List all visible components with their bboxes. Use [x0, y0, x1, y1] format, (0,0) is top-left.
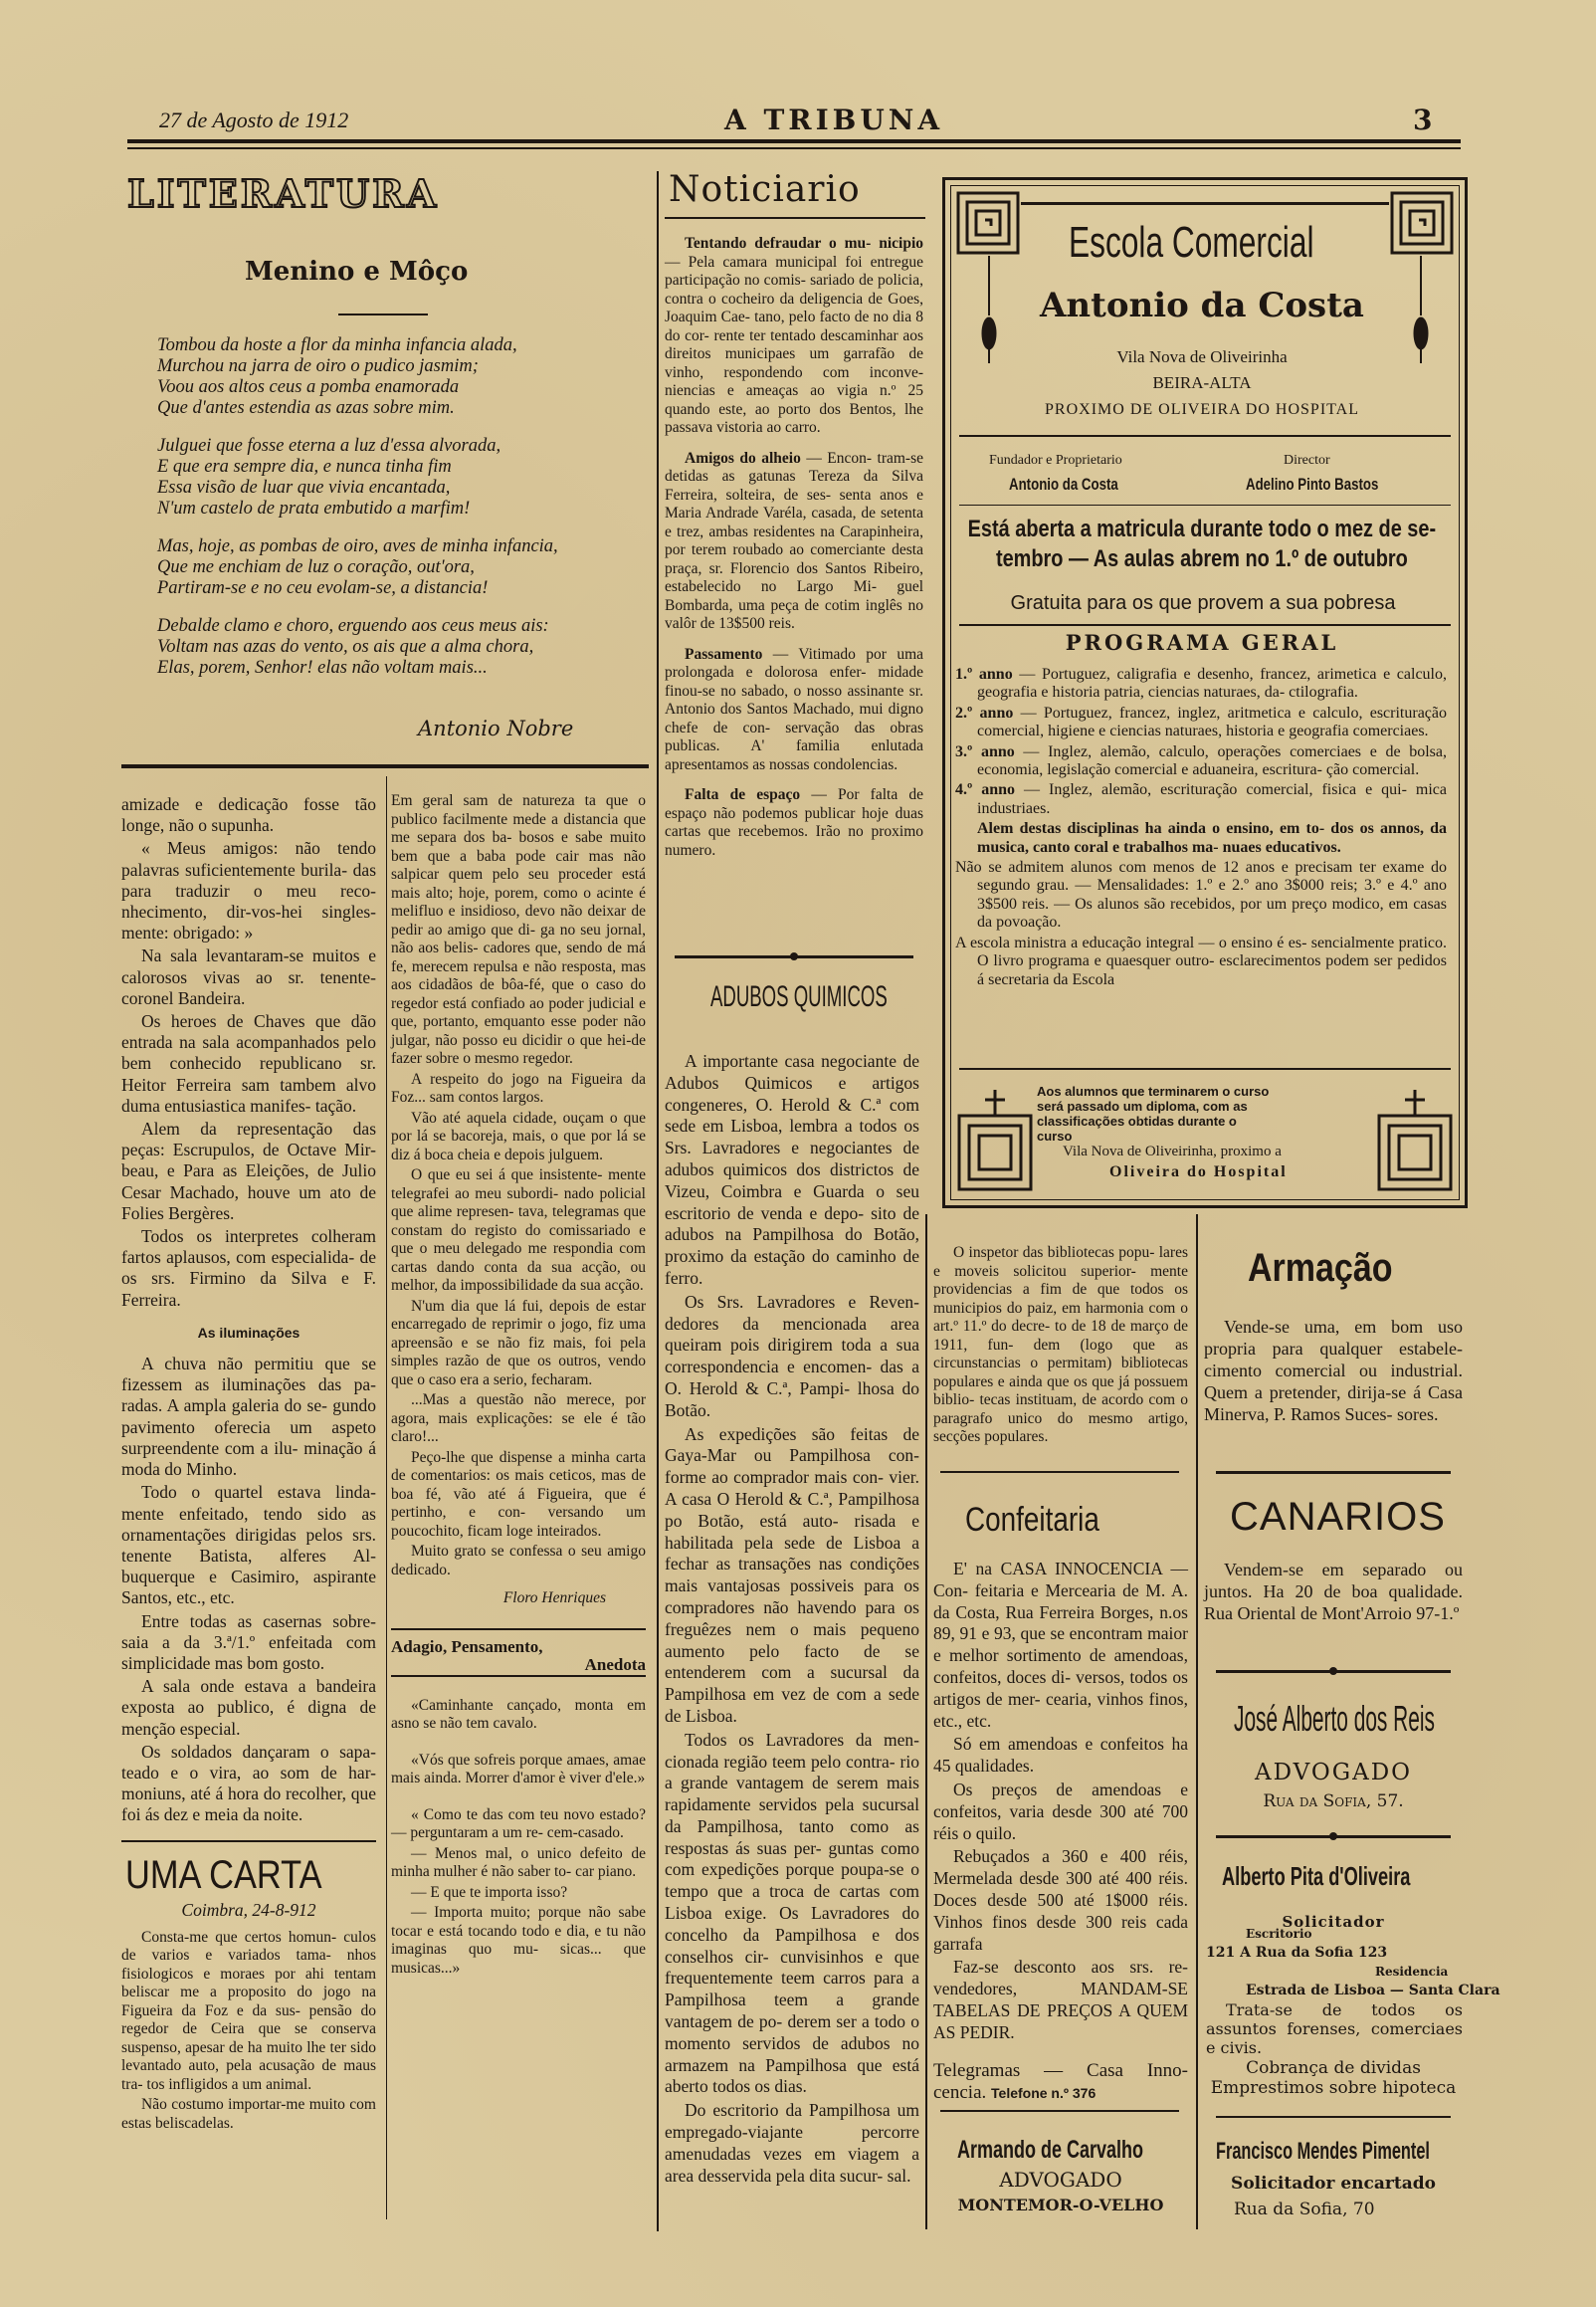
- news-item: [665, 646, 923, 775]
- news-item: [665, 450, 923, 634]
- separator-dot: [1329, 1832, 1337, 1840]
- news-lead: Tentando defraudar o mu- nicipio: [685, 235, 923, 252]
- escola-region: BEIRA-ALTA: [1152, 373, 1252, 392]
- alberto-esc: 121 A Rua da Sofia 123: [1206, 1945, 1388, 1961]
- article-paragraph: Os Srs. Lavradores e Reven- dedores da mencionada area queiram pois dirigirem toda a sua correspondencia e encomen- das a O. Herold & C.ª, Pampi- lhosa do Botão.: [665, 1291, 919, 1420]
- programa-item: [955, 705, 1447, 741]
- article-paragraph: As expedições são feitas de Gaya-Mar ou Pampilhosa con- forme ao comprador mais con- vier. A casa O Herold & C.ª, Pampilhosa po Botão, está auto- risada e habilitada pela sede de Lisboa a fechar as transações nas condições mais vantajosas possiveis para os compradores não havendo para os freguêzes nem o mais pequeno aumento pelo facto de se entenderem com a sucursal da Pampilhosa em vez de com a sede de Lisboa.: [665, 1423, 919, 1726]
- canarios-column: [1204, 1559, 1463, 1638]
- article-paragraph: O inspetor das bibliotecas popu- lares e moveis solicitou superior- mente providencias a fim de que todos os municipios do paiz, em harmonia com o art.º 11.º do decre- to de 18 de março de 1911, fun- dem (logo que as circunstancias o permitam) bibliotecas populares e ainda que os que já possuem biblio- tecas instituam, de acordo com o paragrafo unico do mesmo artigo, secções populares.: [933, 1244, 1188, 1445]
- article-paragraph: Alem da representação das peças: Escrupulos, de Octave Mir- beau, e Para as Eleições, de Julio Cesar Machado, houve um ato de Folies Bergères.: [121, 1119, 376, 1223]
- column-2: [391, 792, 646, 2219]
- alberto-cobranca: Cobrança de dividas: [1246, 2058, 1421, 2078]
- footer-oliveira: Oliveira do Hospital: [1109, 1163, 1288, 1180]
- column-1: [121, 794, 376, 2219]
- programa-heading: PROGRAMA GERAL: [1065, 630, 1339, 655]
- column-divider: [657, 171, 659, 2231]
- poem-line: Tombou da hoste a flor da minha infancia alada,: [157, 335, 517, 355]
- poem-line: E que era sempre dia, e nunca tinha fim: [157, 457, 452, 477]
- news-text: — Pela camara municipal foi entregue participação no comis- sariado de policia, contra o cocheiro da deligencia de Goes, Joaquim Cae- tano, pelo facto de no dia 8 do cor- rente ter tentado descaminhar aos direitos municipaes um garrafão de vinho, respondendo com inconve- niencias e ameaças ao vigia n.º 25 quando este, ao porto dos Bentos, lhe passava vistoria ao carro.: [665, 253, 923, 436]
- confeitaria-heading: Confeitaria: [965, 1501, 1099, 1539]
- poem-line: Partiram-se e no ceu evolam-se, a distancia!: [157, 578, 489, 598]
- poem-line: Voou aos altos ceus a pomba enamorada: [157, 377, 460, 397]
- section-rule: [1216, 2116, 1451, 2118]
- news-item: [665, 786, 923, 860]
- literatura-end-rule: [121, 764, 649, 768]
- noticiario-rule: [665, 217, 925, 219]
- article-paragraph: « Meus amigos: não tendo palavras suficientemente burila- das para traduzir o meu reco- nhecimento, dir-vos-hei singles- mente: obrigado: »: [121, 838, 376, 944]
- poem-line: Murchou na jarra de oiro o pudico jasmim;: [157, 356, 479, 376]
- alberto-name: Alberto Pita d'Oliveira: [1222, 1861, 1411, 1891]
- poem-line: Debalde clamo e choro, erguendo aos ceus meus ais:: [157, 616, 549, 636]
- escola-ad-box: [942, 177, 1468, 1208]
- francisco-addr: Rua da Sofia, 70: [1234, 2200, 1375, 2219]
- header-date: 27 de Agosto de 1912: [159, 107, 349, 132]
- article-paragraph: Os soldados dançaram o sapa- teado e o vira, ao som de har- moniuns, até á hora do recolher, que foi ás dez e meia da noite.: [121, 1741, 376, 1825]
- noticiario-heading: Noticiario: [669, 169, 861, 210]
- noticiario-column: [665, 235, 923, 932]
- poem-line: N'um castelo de prata embutido a marfim!: [157, 499, 471, 519]
- director-name: Adelino Pinto Bastos: [1246, 475, 1379, 494]
- confeitaria-column: [933, 1559, 1188, 2103]
- article-paragraph: — Menos mal, o unico defeito de minha mulher é não saber to- car piano.: [391, 1844, 646, 1880]
- bibliotecas-notice: [933, 1244, 1188, 1483]
- article-paragraph: E' na CASA INNOCENCIA — Con- feitaria e Mercearia de M. A. da Costa, Rua Ferreira Borges, n.os 89, 91 e 93, que se encontram maior e melhor sortimento de amendoas, confeitos, doces di- versos, todos os artigos de mer- cearia, vinhos finos, etc., etc.: [933, 1559, 1188, 1731]
- matricula-notice: Está aberta a matricula durante todo o mez de se- tembro — As aulas abrem no 1.º de outubro: [967, 516, 1437, 572]
- article-paragraph: Só em amendoas e confeitos ha 45 qualidades.: [933, 1734, 1188, 1777]
- poem-title: Menino e Môço: [245, 257, 469, 287]
- section-rule: [1216, 1471, 1451, 1474]
- programa-ano: 4.º anno: [955, 781, 1016, 799]
- programa-ano: 2.º anno: [955, 704, 1014, 722]
- confeitaria-telegramas: [933, 2060, 1188, 2104]
- article-paragraph: «Vós que sofreis porque amaes, amae mais ainda. Morrer d'amor è viver d'ele.»: [391, 1751, 646, 1786]
- literatura-heading: LITERATURA: [127, 171, 440, 216]
- article-paragraph: «Caminhante cançado, monta em asno se não tem cavalo.: [391, 1696, 646, 1732]
- poem-line: Julguei que fosse eterna a luz d'essa alvorada,: [157, 436, 501, 456]
- escola-place: Vila Nova de Oliveirinha: [1116, 347, 1288, 366]
- article-paragraph: A sala onde estava a bandeira exposta ao publico, é digna de menção especial.: [121, 1676, 376, 1739]
- news-text: — Encon- tram-se detidas as gatunas Tereza da Silva Ferreira, solteira, de ses- senta anos e Maria Andrade Varéla, casada, de setenta e trez, ambas residentes na Carapinheira, por terem roubado ao comerciante desta praça, sr. Florencio dos Santos Ribeiro, estabelecido no Largo Mi- guel Bombarda, uma peça de cotim inglês no valôr de 13$500 reis.: [665, 449, 923, 632]
- programa-text: — Portuguez, caligrafia e desenho, francez, arimetica e calculo, geografia e historia patria, ciencias naturaes, da- ctilografia.: [977, 666, 1447, 702]
- meander-ornament-top-right: [1389, 190, 1455, 256]
- meander-ornament-top-left: [955, 190, 1021, 256]
- escola-name: Antonio da Costa: [1040, 286, 1364, 325]
- article-paragraph: Do escritorio da Pampilhosa um empregado-viajante percorre amenudadas vezes em viagem a area desservida pela dita sucur- sal.: [665, 2100, 919, 2186]
- column-divider: [1196, 1214, 1198, 2229]
- footer-address: Vila Nova de Oliveirinha, proximo a: [1063, 1144, 1282, 1159]
- francisco-role: Solicitador encartado: [1231, 2174, 1436, 2194]
- programa-alem: Alem destas disciplinas ha ainda o ensino, em to- dos os annos, da musica, canto coral e trabalhos ma- nuaes educativos.: [977, 820, 1447, 856]
- poem-line: Que me enchiam de luz o coração, out'ora,: [157, 557, 475, 577]
- column-divider: [386, 776, 387, 2219]
- news-text: — Por falta de espaço não podemos publicar hoje duas cartas que recebemos. Irão no proximo numero.: [665, 786, 923, 859]
- article-paragraph: A chuva não permitiu que se fizessem as iluminações das pa- radas. A ampla galeria do se- gundo pavimento oferecia um aspeto surpreendente com a ilu- minação á moda do Minho.: [121, 1354, 376, 1480]
- alberto-trata: Trata-se de todos os assuntos forenses, comerciaes e civis.: [1206, 2000, 1463, 2057]
- article-paragraph: « Como te das com teu novo estado? — perguntaram a um re- cem-casado.: [391, 1805, 646, 1841]
- article-paragraph: Todo o quartel estava linda- mente enfeitado, tendo sido as ornamentações dirigidas pelos srs. tenente Batista, alferes Al- buquerque e Casimiro, aspirante Santos, etc., etc.: [121, 1482, 376, 1608]
- header-title: A TRIBUNA: [724, 104, 944, 136]
- anedota-heading: Anedota: [391, 1656, 646, 1677]
- canarios-heading: CANARIOS: [1230, 1495, 1446, 1539]
- article-paragraph: Os heroes de Chaves que dão entrada na sala acompanhados pelo bem conhecido republicano sr. Heitor Ferreira sam tambem alvo duma entusiastica manifes- tação.: [121, 1011, 376, 1116]
- separator-dot: [1329, 1667, 1337, 1675]
- news-lead: Passamento: [685, 645, 763, 663]
- article-paragraph: Em geral sam de natureza ta que o publico facilmente mede a distancia que me separa dos ba- bosos e sabe muito bem que a baba pode cair mas não salpicar quem pelo seu proceder está mais alto; hoje, porem, como o acinte é melifluo e insidioso, devo não deixar de pedir ao amigo que di- ga no seu jornal, não aos belis- cadores que, sendo de má fe, merecem repulsa e não resposta, mas aos cidadãos de bôa-fé, que o caso do regedor está confiado ao poder judicial e que, portanto, emquanto esse poder não julgar, não posso eu dicidir o que hei-de fazer sobre o mesmo regedor.: [391, 792, 646, 1067]
- poem-author: Antonio Nobre: [418, 717, 574, 740]
- programa-text: — Inglez, alemão, escrituração comercial, fisica e qui- mica industriaes.: [977, 781, 1448, 817]
- escola-rule: [959, 505, 1451, 506]
- poem-stanza: [157, 536, 645, 599]
- meander-ornament-bottom-left: [955, 1086, 1035, 1195]
- article-paragraph: O que eu sei á que insistente- mente telegrafei ao meu subordi- nado policial que alime represen- tava, telegramas que constam do registo do comissariado e que o meu delegado me respondia com cartas dando conta da sua acção, ou melhor, da impossibilidade da sua acção.: [391, 1166, 646, 1294]
- programa-list: [955, 666, 1447, 991]
- article-paragraph: Na sala levantaram-se muitos e calorosos vivas ao sr. tenente- coronel Bandeira.: [121, 945, 376, 1008]
- poem-stanza: [157, 616, 645, 679]
- news-lead: Falta de espaço: [685, 786, 801, 803]
- programa-ano: 1.º anno: [955, 666, 1013, 683]
- article-paragraph: Entre todas as casernas sobre- saia a da 3.ª/1.º enfeitada com simplicidade mas bom gosto.: [121, 1610, 376, 1673]
- programa-ministra: A escola ministra a educação integral — o ensino é es- sencialmente pratico. O livro programa e quaesquer outro- esclarecimentos podem ser pedidos á secretaria da Escola: [955, 934, 1447, 988]
- francisco-name: Francisco Mendes Pimentel: [1216, 2138, 1430, 2165]
- telegramas-text: Telegramas — Casa Inno- cencia.: [933, 2059, 1188, 2103]
- adubos-column: [665, 1051, 919, 2225]
- carta-heading: UMA CARTA: [125, 1852, 322, 1897]
- escola-rule: [959, 624, 1451, 626]
- gratuita-notice: Gratuita para os que provem a sua pobresa: [1010, 592, 1396, 614]
- header-rule-bottom: [127, 147, 1461, 149]
- header-rule-top: [127, 139, 1461, 143]
- section-rule: [940, 1471, 1179, 1473]
- article-paragraph: — E que te importa isso?: [411, 1883, 568, 1901]
- poem-stanza: [157, 436, 645, 520]
- escola-rule: [959, 435, 1451, 437]
- jose-name: José Alberto dos Reis: [1234, 1698, 1435, 1739]
- armacao-heading: Armação: [1248, 1246, 1393, 1290]
- armando-role: ADVOGADO: [999, 2168, 1122, 2192]
- alberto-esc-label: Escritorio: [1246, 1927, 1312, 1941]
- programa-item: [955, 743, 1447, 780]
- poem-line: Essa visão de luar que vivia encantada,: [157, 478, 451, 498]
- footer-diploma: Aos alumnos que terminarem o curso será passado um diploma, com as classificações obtidas durante o curso: [1037, 1084, 1270, 1144]
- separator-dot: [790, 952, 798, 960]
- director-label: Director: [1284, 453, 1330, 468]
- article-paragraph: — Importa muito; porque não sabe tocar e está tocando todo e dia, e tu não imaginas quo mu- sicas... que musicas...»: [391, 1904, 646, 1977]
- article-paragraph: Muito grato se confessa o seu amigo dedicado.: [391, 1543, 646, 1578]
- armando-name: Armando de Carvalho: [957, 2136, 1144, 2164]
- article-paragraph: Rebuçados a 360 e 400 réis, Mermelada desde 300 até 400 réis. Doces desde 500 até 1$000 réis. Vinhos finos desde 300 reis cada garrafa: [933, 1846, 1188, 1954]
- article-paragraph: Peço-lhe que dispense a minha carta de comentarios: os mais ceticos, mas de boa fé, vão até á Figueira, que é pertinho, e con- versando um poucochito, ficam loge inteirados.: [391, 1448, 646, 1540]
- news-lead: Amigos do alheio: [685, 449, 801, 467]
- carta-place: Coimbra, 24-8-912: [181, 1899, 316, 1920]
- alberto-emprestimos: Emprestimos sobre hipoteca: [1210, 2078, 1457, 2098]
- armando-place: MONTEMOR-O-VELHO: [957, 2196, 1164, 2214]
- article-paragraph: Todos os Lavradores da men- cionada região teem pelo contra- rio a grande vantagem de serem mais rapidamente servidos pela sucursal da Pampilhosa, tanto como as respostas ás suas per- guntas como com expedições porque poupa-se o tempo que a troca de cartas com Lisboa exige. Os Lavradores do concelho da Pampilhosa e dos conselhos cir- cunvisinhos e que frequentemente teem carros para a Pampilhosa teem a grande vantagem de po- derem ser a todo o momento servidos de adubos no armazem na Pampilhosa que está aberto todos os dias.: [665, 1729, 919, 2097]
- programa-item: [955, 666, 1447, 703]
- article-paragraph: Os preços de amendoas e confeitos, varia desde 300 até 700 réis o quilo.: [933, 1779, 1188, 1843]
- article-paragraph: Faz-se desconto aos srs. re- vendedores, MANDAM-SE TABELAS DE PREÇOS A QUEM AS PEDIR.: [933, 1957, 1188, 2042]
- programa-ano: 3.º anno: [955, 742, 1015, 760]
- article-paragraph: N'um dia que lá fui, depois de estar encarregado de reprimir o jogo, fiz uma apreensão e se não fiz mais, foi pela simples razão de que os outros, vendo que o caso era a serio, fecharam.: [391, 1297, 646, 1388]
- escola-title: Escola Comercial: [1069, 218, 1314, 267]
- programa-item: [955, 781, 1447, 818]
- meander-ornament-bottom-right: [1375, 1086, 1455, 1195]
- article-paragraph: Vão até aquela cidade, ouçam o que por lá se bacoreja, mais, o que por lá se diz á boca cheia e depois julguem.: [391, 1109, 646, 1163]
- news-item: [665, 235, 923, 438]
- article-paragraph: amizade e dedicação fosse tão longe, não o supunha.: [121, 794, 376, 836]
- ad-top-rule: [1021, 202, 1389, 205]
- poem-line: Que d'antes estendia as azas sobre mim.: [157, 398, 455, 418]
- programa-text: — Inglez, alemão, calculo, operações comerciaes e de bolsa, economia, legislação comercial e aduaneira, escritura- ção comercial.: [977, 742, 1448, 779]
- poem-line: Voltam nas azas do vento, os ais que a alma chora,: [157, 637, 534, 657]
- poem-stanza: [157, 335, 645, 419]
- article-paragraph: A respeito do jogo na Figueira da Foz... sam contos largos.: [391, 1070, 646, 1106]
- section-rule: [121, 1840, 376, 1842]
- poem-title-rule: [338, 314, 428, 315]
- news-text: — Vitimado por uma prolongada e dolorosa enfer- midade finou-se no sabado, o nosso assinante sr. Antonio dos Santos Machado, mui digno chefe de con- servação das obras publicas. A' familia enlutada apresentamos as nossas condolencias.: [665, 645, 924, 773]
- alberto-res-label: Residencia: [1375, 1965, 1449, 1979]
- article-signature: Floro Henriques: [502, 1589, 606, 1606]
- adagio-heading: Adagio, Pensamento,: [391, 1636, 543, 1656]
- alberto-res: Estrada de Lisboa — Santa Clara: [1246, 1983, 1500, 1998]
- article-paragraph: Não costumo importar-me muito com estas beliscadelas.: [121, 2096, 376, 2132]
- jose-role: ADVOGADO: [1255, 1760, 1412, 1785]
- poem-line: Mas, hoje, as pombas de oiro, aves de minha infancia,: [157, 536, 558, 556]
- article-paragraph: A importante casa negociante de Adubos Quimicos e artigos congeneres, O. Herold & C.ª com sede em Lisboa, lembra a todos os Srs. Lavradores e negociantes de adubos quimicos dos districtos de Vizeu, Coimbra e Guarda o seu escritorio de venda e depo- sito de adubos na Pampilhosa do Botão, proximo da estação do caminho de ferro.: [665, 1051, 919, 1288]
- header-page-number: 3: [1413, 104, 1433, 136]
- column-divider: [925, 1214, 927, 2229]
- article-paragraph: Todos os interpretes colheram fartos aplausos, com especialida- de os srs. Firmino da Silva e F. Ferreira.: [121, 1226, 376, 1310]
- subheading-iluminacoes: As iluminações: [197, 1324, 300, 1341]
- adubos-heading: ADUBOS QUIMICOS: [710, 980, 888, 1013]
- armacao-column: [1204, 1316, 1463, 1465]
- escola-near: PROXIMO DE OLIVEIRA DO HOSPITAL: [1045, 401, 1359, 418]
- telefone-text: Telefone n.º 376: [991, 2084, 1097, 2101]
- article-paragraph: ...Mas a questão não merece, por agora, mais explicações: se ele é tão claro!...: [391, 1391, 646, 1445]
- programa-text: — Portuguez, francez, inglez, aritmetica e calculo, escrituração comercial, higiene e ciencias naturaes, historia e geografia comerciaes.: [977, 704, 1448, 740]
- founder-name: Antonio da Costa: [1009, 475, 1118, 494]
- article-paragraph: Vendem-se em separado ou juntos. Ha 20 de boa qualidade. Rua Oriental de Mont'Arroio 97-1.º: [1204, 1560, 1463, 1623]
- alberto-role: Solicitador: [1282, 1913, 1385, 1931]
- jose-addr: Rua da Sofia, 57.: [1263, 1791, 1404, 1811]
- poem-body: [157, 335, 645, 679]
- section-rule: [940, 2110, 1179, 2112]
- article-paragraph: Vende-se uma, em bom uso propria para qualquer estabele- cimento comercial ou industrial. Quem a pretender, dirija-se á Casa Minerva, P. Ramos Suces- sores.: [1204, 1317, 1463, 1424]
- section-rule: [391, 1628, 646, 1630]
- article-paragraph: Consta-me que certos homun- culos de varios e variados tama- nhos fisiologicos e moraes por ahi tentam beliscar me a proposito do jogo na Figueira da Foz e da sus- pensão do regedor de Ceira que se conserva suspenso, apesar de ha muito lhe ter sido levantado auto, pela acusação de maus tra- tos infligidos a um animal.: [121, 1928, 376, 2093]
- poem-line: Elas, porem, Senhor! elas não voltam mais...: [157, 658, 488, 678]
- programa-admissao: Não se admitem alunos com menos de 12 anos e precisam ter exame do segundo grau. — Mensalidades: 1.º e 2.º ano 3$000 reis; 3.º e 4.º ano 3$500 reis. — Os alunos são recebidos, por um preço modico, em casas da povoação.: [955, 859, 1447, 932]
- escola-rule: [959, 1068, 1451, 1070]
- founder-label: Fundador e Proprietario: [989, 453, 1122, 468]
